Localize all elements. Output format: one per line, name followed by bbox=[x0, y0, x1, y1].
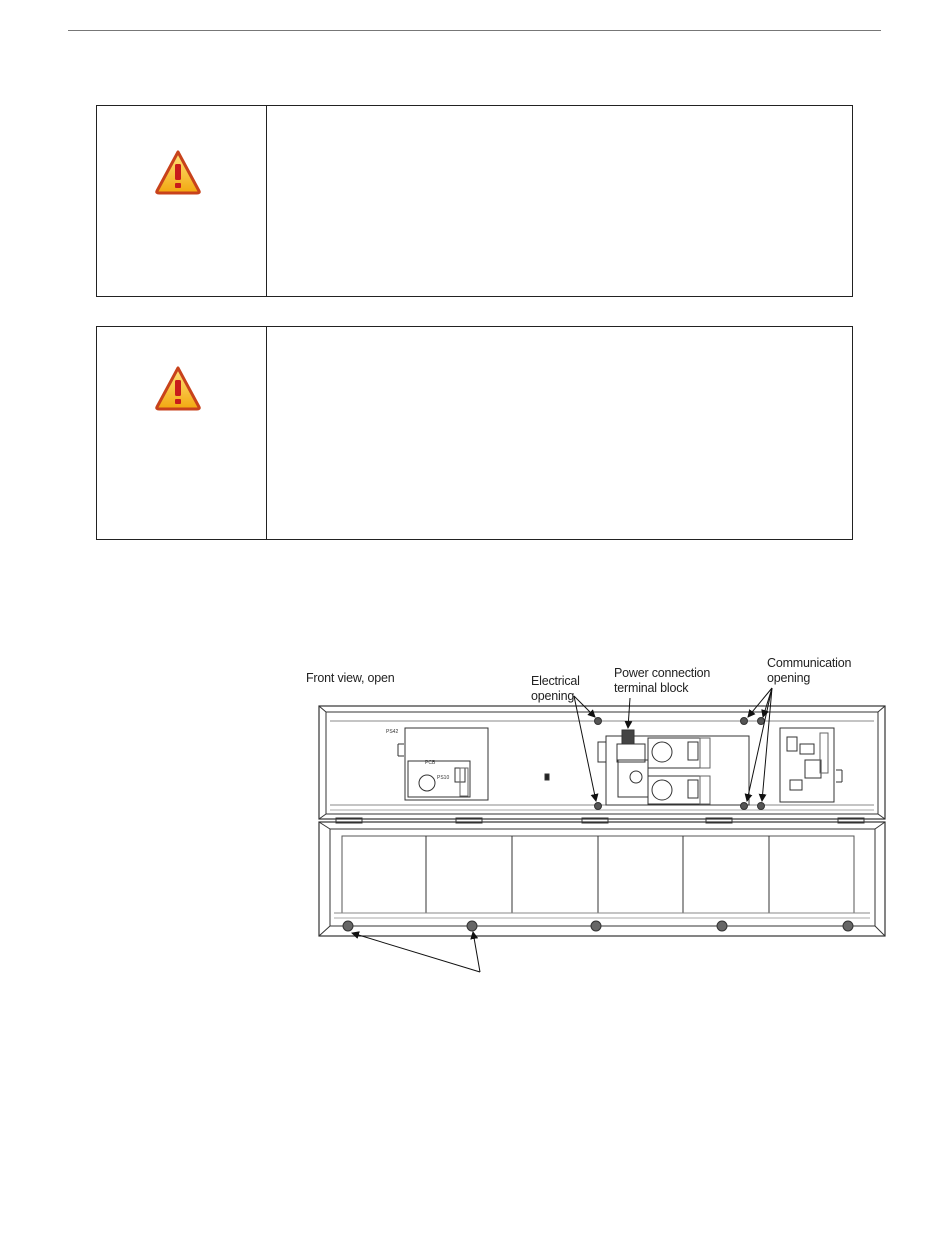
board-label-pcb: PCB bbox=[425, 760, 436, 766]
power-supply-boards bbox=[598, 730, 749, 805]
center-bolt bbox=[545, 774, 549, 780]
lower-door-housing bbox=[319, 822, 885, 936]
label-electrical-opening: Electrical opening bbox=[531, 674, 580, 703]
electrical-opening-top bbox=[595, 718, 602, 725]
label-power-connection: Power connection terminal block bbox=[614, 666, 711, 695]
communication-opening-3 bbox=[741, 803, 748, 810]
label-communication-opening: Communication opening bbox=[767, 656, 852, 685]
left-circuit-board bbox=[398, 728, 488, 800]
communication-opening-1 bbox=[741, 718, 748, 725]
callout-arrows bbox=[352, 688, 772, 972]
communication-opening-2 bbox=[758, 718, 765, 725]
communication-opening-4 bbox=[758, 803, 765, 810]
board-label-ps42: PS42 bbox=[386, 729, 399, 735]
electrical-opening-bottom bbox=[595, 803, 602, 810]
label-front-view: Front view, open bbox=[306, 671, 395, 685]
controller-board bbox=[780, 728, 842, 802]
board-label-ps10: PS10 bbox=[437, 775, 450, 781]
